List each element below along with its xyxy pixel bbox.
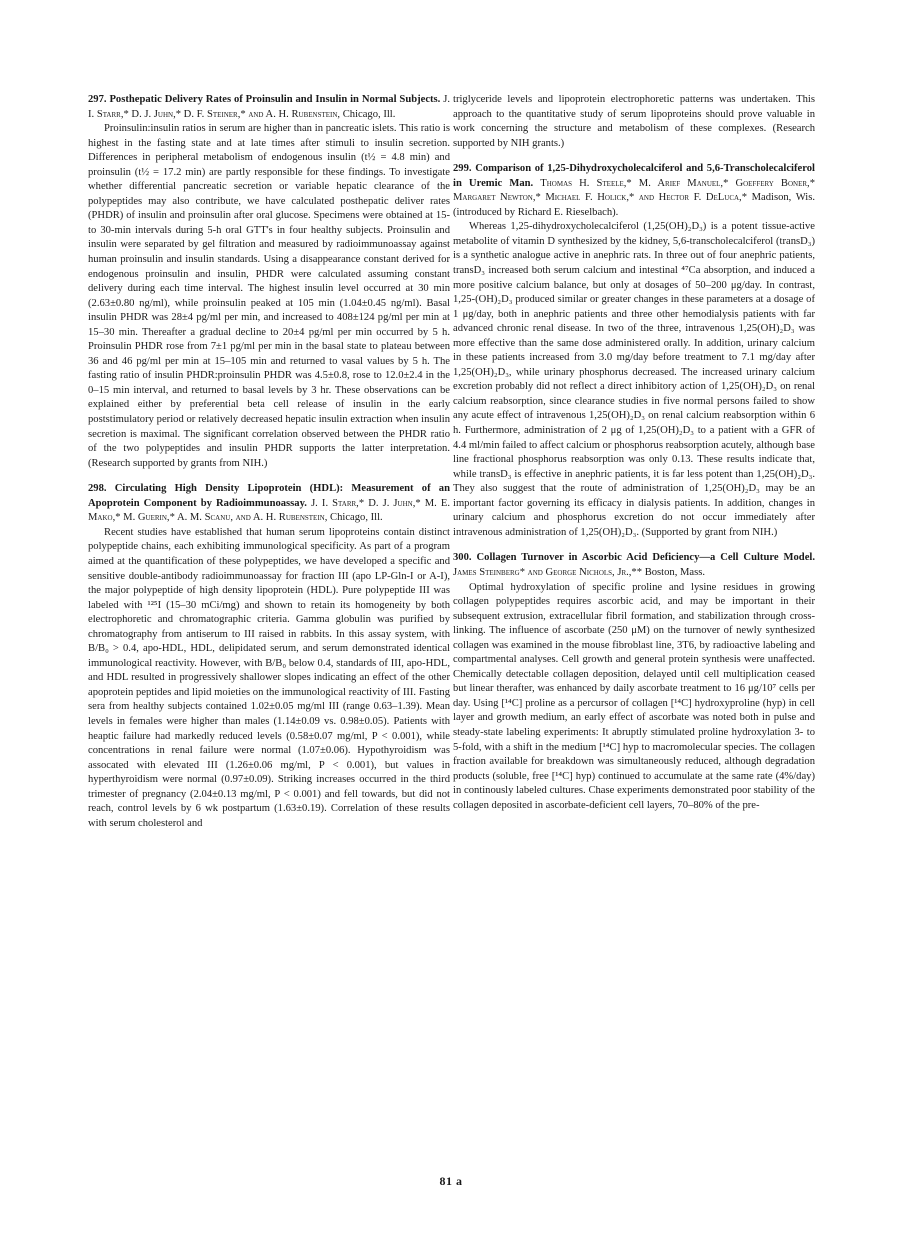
abstract-heading bbox=[453, 551, 815, 580]
left-column bbox=[88, 93, 450, 842]
abstract-body: Recent studies have established that human serum lipoproteins contain distinct polypeptide chains, each exhibiting immunological specificity. As part of a program aimed at the quantification of these polypeptides, we have developed a specific and sensitive double-antibody radioimmunoassay for fraction III (apo LP-Gln-I or A-I), the major polypeptide of high density lipoprotein (HDL). Pure polypeptide III was labeled with ¹²⁵I (15–30 mCi/mg) and shown to retain its homogeneity by both electrophoretic and chromatographic criteria. Gamma globulin was purified by chromatography from antiserum to III raised in rabbits. In this assay system, with B/B₀ > 0.4, apo-HDL, HDL, delipidated serum, and serum demonstrated identical immunological reactivity. However, with B/B₀ below 0.4, standards of III, apo-HDL, and HDL resulted in progressively shallower slopes indicating an effect of the other apoprotein peptides and lipid moieties on the immunological reactivity of III. Fasting sera from healthy subjects contained 1.02±0.05 mg/ml III (range 0.63–1.39). Mean levels in females were higher than males (1.14±0.09 vs. 0.98±0.05). Patients with heaptic failure had markedly reduced levels (0.58±0.07 mg/ml, P < 0.001), while concentrations in renal failure were normal (1.07±0.06). Hypothyroidism was assocated with elevated III (1.26±0.06 mg/ml, P < 0.001), but values in hyperthyroidism were normal (0.97±0.09). Striking increases occurred in the third trimester of pregnancy (2.04±0.13 mg/ml, P < 0.001) and fell towards, but did not reach, control levels by 6 wk postpartum (1.63±0.19). Correlation of these results with serum cholesterol and bbox=[88, 526, 450, 829]
abstract-number: 300. bbox=[453, 552, 472, 564]
page-number: 81 a bbox=[439, 1174, 463, 1188]
abstract-298 bbox=[88, 482, 450, 831]
right-column bbox=[453, 93, 815, 824]
abstract-title: Posthepatic Delivery Rates of Proinsulin and Insulin in Normal Subjects. bbox=[109, 94, 441, 105]
abstract-300 bbox=[453, 551, 815, 813]
abstract-authors: J. I. Starr,* D. J. Juhn,* M. E. Mako,* M. Guerin,* A. M. Scanu, and A. H. Rubenstein, bbox=[88, 497, 450, 524]
abstract-title: Collagen Turnover in Ascorbic Acid Deficiency—a Cell Culture Model. bbox=[476, 552, 815, 564]
abstract-298-continued bbox=[453, 93, 815, 151]
abstract-number: 299. bbox=[453, 163, 472, 175]
abstract-authors: Thomas H. Steele,* M. Arief Manuel,* Goeffery Boner,* Margaret Newton,* Michael F. Holick,* and Hector F. DeLuca,* bbox=[453, 177, 815, 204]
abstract-location: Madison, Wis. (introduced by Richard E. Rieselbach). bbox=[453, 192, 815, 218]
abstract-title: Comparison of 1,25-Dihydroxycholecalciferol and 5,6-Transcholecalciferol in Uremic Man. bbox=[453, 163, 815, 189]
abstract-heading bbox=[453, 162, 815, 220]
abstract-body: Optimal hydroxylation of specific proline and lysine residues in growing collagen polypeptides requires ascorbic acid, and may be important in their subsequent extrusion, extracellular fibril formation, and stabilization through cross-linking. The influence of ascorbate (250 μM) on the turnover of newly synthesized collagen was examined in the mouse fibroblast line, 3T6, by radioactive labeling and compartmental analyses. Cell growth and general protein synthesis were unaffected. Chemically detectable collagen deposition, delayed until cell multiplication ceased but linear therafter, was enhanced by daily ascorbate treatment to 16 μg/10⁷ cells per day. Using [¹⁴C] proline as a percursor of collagen [¹⁴C] hydroxyproline (hyp) in cell layer and growth medium, an early effect of ascorbate was noted both in pulse and steady-state labeling experiments: It abruptly stimulated proline hydroxylation 3- to 5-fold, with a shift in the medium [¹⁴C] hyp to macromolecular species. The collagen fraction available for breakdown was simultaneously reduced, although degradation products (soluble, free [¹⁴C] hyp) continued to accumulate at the same rate (4%/day) in continously labeled cultures. Chase experiments demonstrated poor stability of the collagen deposited in ascorbate-deficient cell layers, 70–80% of the pre- bbox=[453, 581, 815, 811]
abstract-continuation: triglyceride levels and lipoprotein electrophoretic patterns was undertaken. This approach to the quantitative study of serum lipoproteins should prove valuable in work concerning the structure and metabolism of these complexes. (Research supported by NIH grants.) bbox=[453, 94, 815, 149]
abstract-body: Proinsulin:insulin ratios in serum are higher than in pancreatic islets. This ratio is highest in the fasting state and at late times after stimuli to insulin secretion. Differences in peripheral metabolism of endogenous insulin (t½ = 4.8 min) and proinsulin (t½ = 17.2 min) are partly responsible for these findings. To investigate whether differential pancreatic secretion or variable hepatic clearance of the polypeptides may also contribute, we have calculated posthepatic deliver rates (PHDR) of insulin and proinsulin after oral glucose. Specimens were obtained at 15- to 30-min intervals during 5-h oral GTT's in four healthy subjects. Proinsulin and insulin were separated by gel filtration and measured by radioimmunoassay against human proinsulin and insulin standards. Using a disappearance constant derived for endogenous proinsulin and insulin, PHDR were calculated assuming constant delivery during each time interval. The highest insulin level occurred at 30 min (2.63±0.80 ng/ml), while proinsulin peaked at 105 min (1.04±0.45 ng/ml). Basal insulin PHDR was 28±4 pg/ml per min, and increased to 408±124 pg/ml per min at 15–30 min. Thereafter a gradual decline to 20±4 pg/ml per min occurred by 5 h. Proinsulin PHDR rose from 7±1 pg/ml per min in the basal state to plateau between 36 and 46 pg/ml per min at 15–105 min and returned to vasal values by 5 h. The fasting ratio of insulin PHDR:proinsulin PHDR was 4.5±0.8, rose to 12.0±2.4 in the 0–15 min interval, and returned to basal levels by 3 hr. These observations can be explained either by preferential beta cell release of insulin in the early poststimulatory period or relatively decreased hepatic insulin extraction when insulin secretion is maximal. The significant correlation observed between the PHDR ratio of the two polypeptides and insulin PHDR supports the latter interpretation. (Research supported by grants from NIH.) bbox=[88, 123, 450, 469]
abstract-location: Boston, Mass. bbox=[644, 566, 706, 578]
abstract-authors: James Steinberg* and George Nichols, Jr.,** bbox=[453, 566, 643, 578]
abstract-number: 297. bbox=[88, 94, 107, 105]
abstract-authors: J. I. Starr,* D. J. Juhn,* D. F. Steiner,* and A. H. Rubenstein, bbox=[88, 94, 451, 120]
abstract-location: Chicago, Ill. bbox=[342, 108, 396, 120]
abstract-number: 298. bbox=[88, 483, 107, 495]
abstract-title: Circulating High Density Lipoprotein (HDL): Measurement of an Apoprotein Component by Radioimmunoassay. bbox=[88, 483, 450, 509]
abstract-body: Whereas 1,25-dihydroxycholecalciferol (1,25(OH)₂D₃) is a potent tissue-active metabolite of vitamin D synthesized by the kidney, 5,6-transcholecalciferol (transD₃) is a synthetic analogue active in anephric rats. In three out of four anephric patients, transD₃ increased both serum calcium and intestinal ⁴⁷Ca absorption, and induced a more positive calcium balance, but only at dosages of 50–200 μg/day. In contrast, 1,25-(OH)₂D₃ produced similar or greater changes in these parameters at a dosage of 1 μg/day, both in anephric patients and three other hemodialysis patients with far advanced chronic renal disease. In two of the three, intravenous 1,25(OH)₂D₃ was more effective than the same dose administered orally. In addition, urinary calcium in these patients increased from 3.0 mg/day before treatment to 7.1 mg/day after 1,25(OH)₂D₃, while urinary phosphorus decreased. The increased urinary calcium excretion probably did not reflect a direct inhibitory action of 1,25(OH)₂D₃ on renal calcium reabsorption, since clearance studies in five normal persons failed to show any acute effect of intravenous 1,25(OH)₂D₃ on renal calcium reabsorption within 6 h. Furthermore, administration of 2 μg of 1,25(OH)₂D₃ to a patient with a GFR of 4.4 ml/min failed to affect calcium or phosphorus reabsorption acutely, although base line fractional phosphorus reabsorption was only 0.13. These results indicate that, while transD₃ is effective in anephric patients, it is far less potent than 1,25(OH)₂D₃. They also suggest that the route of administration of 1,25(OH)₂D₃ may be an important factor governing its efficacy in dialysis patients. In addition, changes in urinary calcium and phosphorus excretion do not occur immediately after intravenous administration of 1,25(OH)₂D₃. (Supported by grant from NIH.) bbox=[453, 221, 815, 538]
abstract-heading bbox=[88, 482, 450, 526]
abstract-heading bbox=[88, 93, 450, 122]
abstract-location: Chicago, Ill. bbox=[330, 512, 383, 524]
abstract-297 bbox=[88, 93, 450, 471]
abstract-299 bbox=[453, 162, 815, 540]
